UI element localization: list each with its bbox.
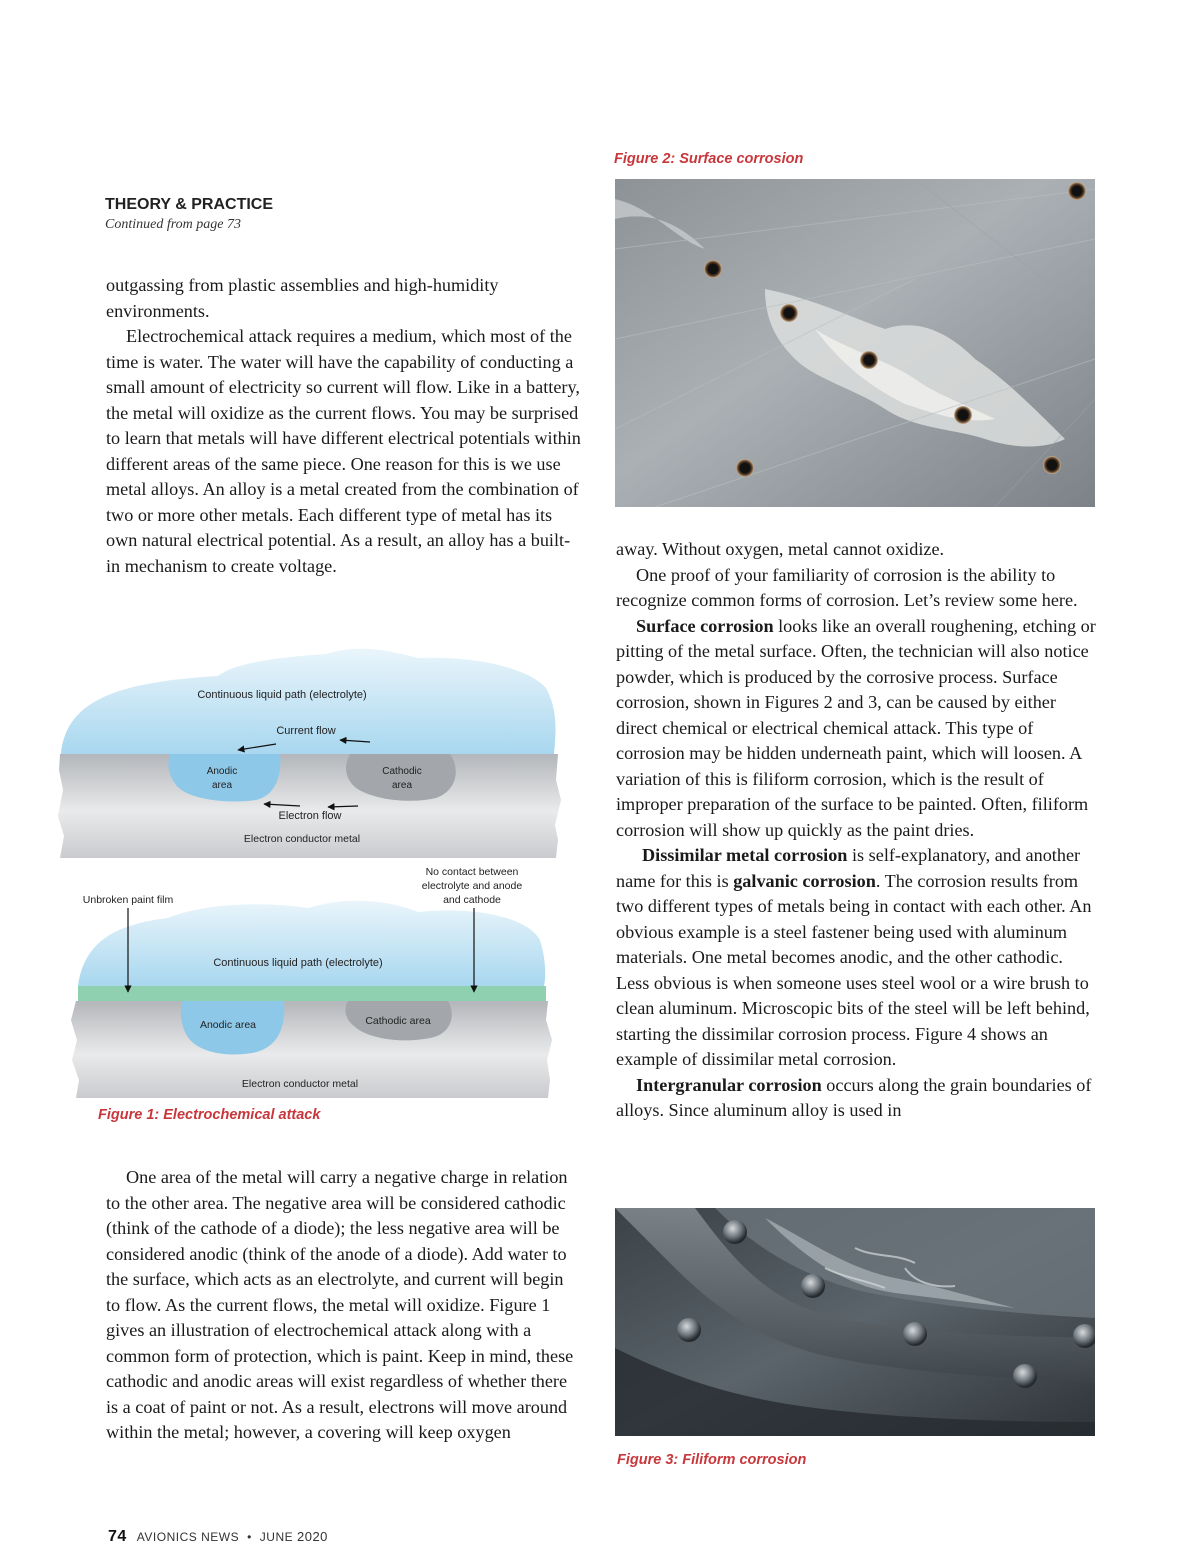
term-intergranular-corrosion: Intergranular corrosion <box>636 1074 822 1095</box>
paragraph: away. Without oxygen, metal cannot oxidize. <box>616 539 945 559</box>
paragraph <box>616 614 1098 844</box>
electrolyte-top <box>61 649 556 754</box>
anodic-label-top-2: area <box>211 780 233 791</box>
electrolyte-label-bottom: Continuous liquid path (electrolyte) <box>213 957 383 969</box>
paragraph: One area of the metal will carry a negative charge in relation to the other area. The negative area will be considered cathodic (think of the cathode of a diode); the less negative area will be considered anodic (think of the anode of a diode). Add water to the surface, which acts as an electrolyte, and current will begin to flow. As the current flows, the metal will oxidize. Figure 1 gives an illustration of electrochemical attack along with a common form of protection, which is paint. Keep in mind, these cathodic and anodic areas will exist regardless of whether there is a coat of paint or not. As a result, electrons will move around within the metal; however, a covering will keep oxygen <box>106 1167 574 1442</box>
figure-2-caption: Figure 2: Surface corrosion <box>614 151 804 167</box>
electrolyte-bottom <box>78 901 545 986</box>
section-title: THEORY & PRACTICE <box>105 196 274 213</box>
electron-flow-label: Electron flow <box>278 810 342 822</box>
cathodic-label-bottom: Cathodic area <box>365 1015 431 1027</box>
paragraph <box>616 1073 1098 1124</box>
figure-1-caption: Figure 1: Electrochemical attack <box>98 1107 321 1123</box>
paint-film <box>78 986 546 1001</box>
body-column-left-top <box>106 273 581 579</box>
metal-label-bottom: Electron conductor metal <box>241 1078 359 1090</box>
term-dissimilar-metal-corrosion: Dissimilar metal corrosion <box>642 845 848 865</box>
figure-3-photo <box>615 1208 1095 1436</box>
paint-film-label: Unbroken paint film <box>82 894 174 906</box>
paragraph: Electrochemical attack requires a medium, which most of the time is water. The water will have the capability of conducting a small amount of electricity so current will flow. Like in a battery, the metal will oxidize as the current flows. You may be surprised to learn that metals will have different electrical potentials within different areas of the same piece. One reason for this is we use metal alloys. An alloy is a metal created from the combination of two or more other metals. Each different type of metal has its own natural electrical potential. As a result, an alloy has a built-in mechanism to create voltage. <box>106 326 581 576</box>
continued-note: Continued from page 73 <box>105 217 241 232</box>
term-surface-corrosion: Surface corrosion <box>636 615 774 636</box>
electrolyte-label-top: Continuous liquid path (electrolyte) <box>197 689 367 701</box>
figure-2-photo <box>615 179 1095 507</box>
anodic-label-bottom: Anodic area <box>199 1019 257 1031</box>
publication-name: AVIONICS NEWS <box>136 1530 240 1544</box>
current-flow-label: Current flow <box>276 725 336 737</box>
body-column-left-bottom <box>106 1165 581 1446</box>
figure-3-caption: Figure 3: Filiform corrosion <box>617 1452 807 1468</box>
paragraph-text: occurs along the grain boundaries of alloys. Since aluminum alloy is used in <box>616 1074 1092 1120</box>
no-contact-label-1: No contact between <box>425 866 519 878</box>
anodic-label-top: Anodic <box>206 766 238 777</box>
paragraph-text: is self-explanatory, and another name for this is <box>616 845 1081 891</box>
body-column-right <box>616 537 1098 1124</box>
figure-1-diagram <box>58 640 578 1105</box>
paragraph: One proof of your familiarity of corrosion is the ability to recognize common forms of corrosion. Let’s review some here. <box>616 564 1078 610</box>
no-contact-label-3: and cathode <box>443 894 501 906</box>
page-number: 74 <box>108 1528 127 1545</box>
paragraph-text: . The corrosion results from two different types of metals being in contact with each other. An obvious example is a steel fastener being used with aluminum materials. One metal becomes anodic, and the other cathodic. Less obvious is when someone uses steel wool or a wire brush to clean aluminum. Microscopic bits of the steel will be left behind, starting the dissimilar corrosion process. Figure 4 shows an example of dissimilar metal corrosion. <box>616 870 1092 1069</box>
metal-label-top: Electron conductor metal <box>243 833 361 845</box>
paragraph <box>616 843 1098 1073</box>
term-galvanic-corrosion: galvanic corrosion <box>733 870 876 891</box>
cathodic-label-top-2: area <box>391 780 413 791</box>
page-footer <box>108 1528 328 1546</box>
issue-month: JUNE <box>259 1530 294 1544</box>
no-contact-label-2: electrolyte and anode <box>421 880 523 892</box>
paragraph-text: looks like an overall roughening, etching or pitting of the metal surface. Often, the technician will also notice powder, which is produced by the corrosive process. Surface corrosion, shown in Figures 2 and 3, can be caused by either direct chemical or electrical chemical attack. This type of corrosion may be hidden underneath paint, which will loosen. A variation of this is filiform corrosion, which is the result of improper preparation of the surface to be painted. Often, filiform corrosion will show up quickly as the paint dries. <box>616 615 1096 840</box>
cathodic-label-top: Cathodic <box>382 766 422 777</box>
separator: • <box>247 1530 252 1544</box>
paragraph: outgassing from plastic assemblies and high-humidity environments. <box>106 275 499 321</box>
issue-year: 2020 <box>296 1529 328 1544</box>
